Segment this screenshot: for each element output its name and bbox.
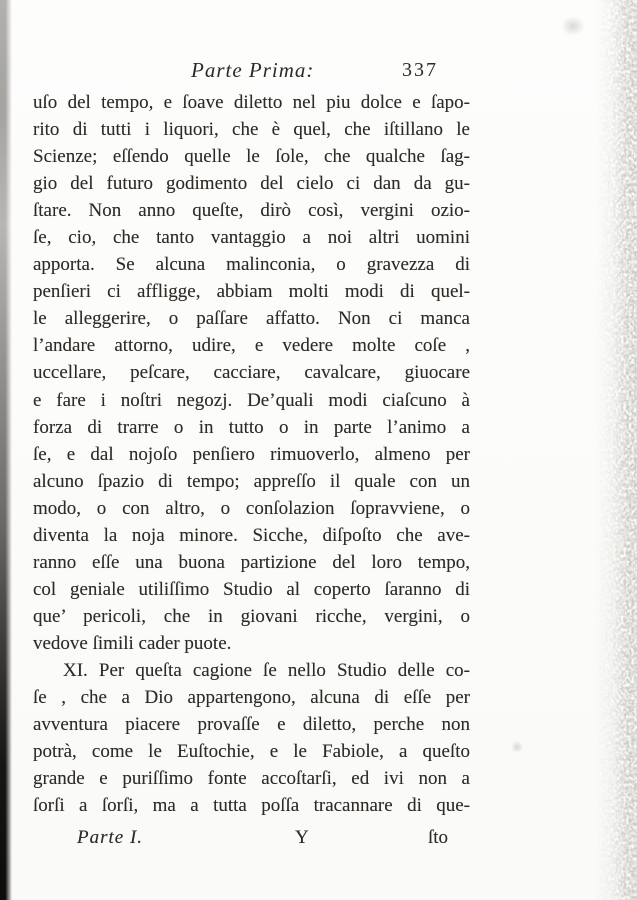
text-line: uſo del tempo, e ſoave diletto nel piu dolce e ſapo- <box>33 92 470 113</box>
running-title: Parte Prima: <box>191 58 315 82</box>
text-line: alcuno ſpazio di tempo; appreſſo il quale con un <box>33 470 470 492</box>
text-line: ranno eſſe una buona partizione del loro tempo, <box>33 551 470 573</box>
text-line: avventura piacere provaſſe e diletto, perche non <box>33 714 470 736</box>
text-line: col geniale utiliſſimo Studio al coperto ſaranno di <box>33 578 470 600</box>
text-line: uccellare, peſcare, cacciare, cavalcare, giuocare <box>33 362 470 384</box>
text-line: modo, o con altro, o conſolazion ſopravviene, o <box>33 497 470 519</box>
volume-signature: Parte I. <box>77 827 144 848</box>
gutter-shadow <box>0 0 12 900</box>
text-line: que’ pericoli, che in giovani ricche, vergini, o <box>33 605 470 627</box>
page-edge-texture <box>595 0 637 900</box>
text-line: grande e puriſſimo fonte accoſtarſi, ed ivi non a <box>33 768 470 790</box>
text-line: ſe , che a Dio appartengono, alcuna di eſſe per <box>33 687 470 709</box>
text-line: ſtare. Non anno queſte, dirò così, vergini ozio- <box>33 200 470 222</box>
page-header <box>33 58 470 88</box>
text-line: ſe, cio, che tanto vantaggio a noi altri uomini <box>33 227 470 249</box>
text-line: forza di trarre o in tutto o in parte l’animo a <box>33 416 470 438</box>
scan-smudge <box>556 12 590 40</box>
text-line: le alleggerire, o paſſare affatto. Non ci manca <box>33 308 470 330</box>
text-line-paragraph-end: vedove ſimili cader puote. <box>33 632 232 654</box>
text-line: ſe, e dal nojoſo penſiero rimuoverlo, almeno per <box>33 443 470 465</box>
text-line: e fare i noſtri negozj. De’quali modi ciaſcuno à <box>33 389 470 411</box>
text-line: diventa la noja minore. Sicche, diſpoſto che ave- <box>33 524 470 546</box>
text-line: l’andare attorno, udire, e vedere molte coſe , <box>33 335 470 357</box>
text-line-section-start: XI. Per queſta cagione ſe nello Studio delle co- <box>63 659 470 681</box>
text-line: potrà, come le Euſtochie, e le Fabiole, a queſto <box>33 741 470 763</box>
scan-smudge <box>508 738 526 756</box>
text-line: penſieri ci affligge, abbiam molti modi di quel- <box>33 281 470 303</box>
catchword: ſto <box>428 827 449 848</box>
page-number: 337 <box>402 59 438 81</box>
text-line: apporta. Se alcuna malinconia, o gravezza di <box>33 254 470 276</box>
page-body <box>33 89 470 819</box>
text-line: Scienze; eſſendo quelle le ſole, che qualche ſag- <box>33 146 470 168</box>
page-footer <box>33 827 470 855</box>
gathering-letter: Y <box>295 827 309 848</box>
text-line: gio del futuro godimento del cielo ci dan da gu- <box>33 173 470 195</box>
text-line: ſorſi a ſorſi, ma a tutta poſſa tracannare di que- <box>33 795 470 817</box>
text-line: rito di tutti i liquori, che è quel, che iſtillano le <box>33 119 470 141</box>
